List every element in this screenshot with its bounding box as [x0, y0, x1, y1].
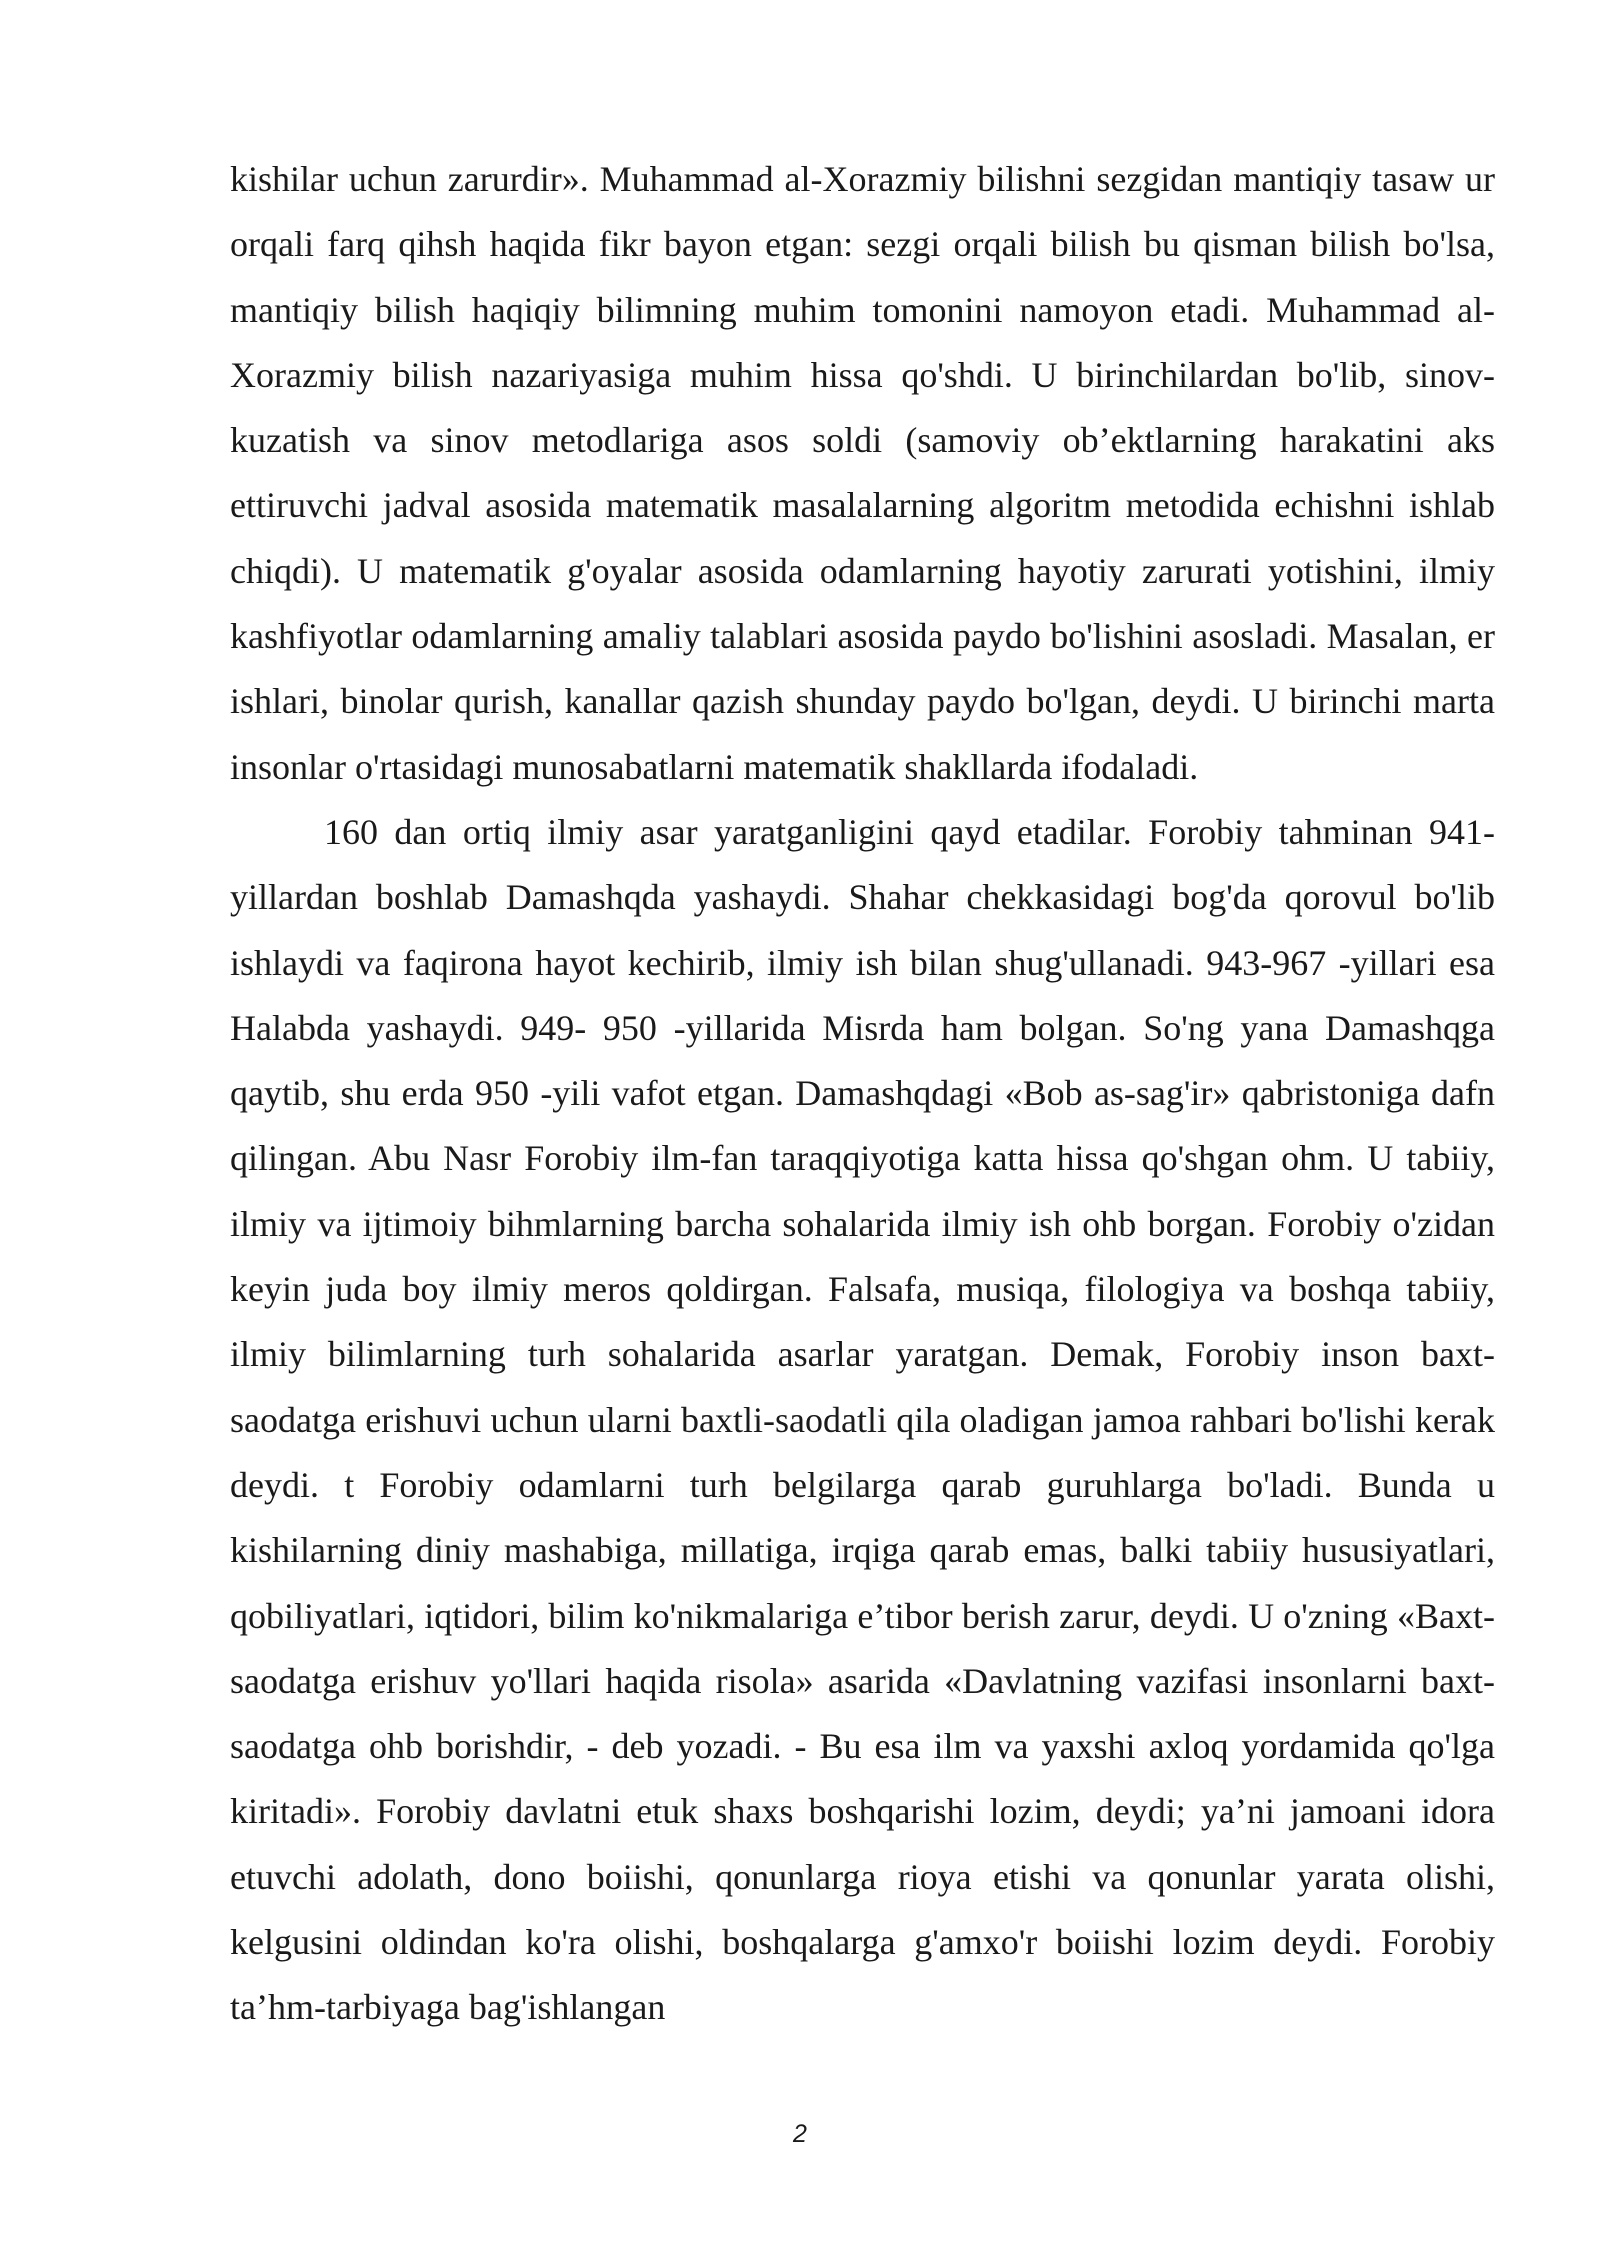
page-number: 2 — [793, 2120, 807, 2148]
paragraph-1: kishilar uchun zarurdir». Muhammad al-Xorazmiy bilishni sezgidan mantiqiy tasaw ur orqali farq qihsh haqida fikr bayon etgan: sezgi orqali bilish bu qisman bilish bo'lsa, mantiqiy bilish haqiqiy bilimning muhim tomonini namoyon etadi. Muhammad al-Xorazmiy bilish nazariyasiga muhim hissa qo'shdi. U birinchilardan bo'lib, sinov-kuzatish va sinov metodlariga asos soldi (samoviy ob’ektlarning harakatini aks ettiruvchi jadval asosida matematik masalalarning algoritm metodida echishni ishlab chiqdi). U matematik g'oyalar asosida odamlarning hayotiy zarurati yotishini, ilmiy kashfiyotlar odamlarning amaliy talablari asosida paydo bo'lishini asosladi. Masalan, er ishlari, binolar qurish, kanallar qazish shunday paydo bo'lgan, deydi. U birinchi marta insonlar o'rtasidagi munosabatlarni matematik shakllarda ifodaladi. — [230, 159, 1495, 787]
body-text — [230, 147, 1495, 2041]
paragraph-2: 160 dan ortiq ilmiy asar yaratganligini qayd etadilar. Forobiy tahminan 941-yillardan boshlab Damashqda yashaydi. Shahar chekkasidagi bog'da qorovul bo'lib ishlaydi va faqirona hayot kechirib, ilmiy ish bilan shug'ullanadi. 943-967 -yillari esa Halabda yashaydi. 949- 950 -yillarida Misrda ham bolgan. So'ng yana Damashqga qaytib, shu erda 950 -yili vafot etgan. Damashqdagi «Bob as-sag'ir» qabristoniga dafn qilingan. Abu Nasr Forobiy ilm-fan taraqqiyotiga katta hissa qo'shgan ohm. U tabiiy, ilmiy va ijtimoiy bihmlarning barcha sohalarida ilmiy ish ohb borgan. Forobiy o'zidan keyin juda boy ilmiy meros qoldirgan. Falsafa, musiqa, filologiya va boshqa tabiiy, ilmiy bilimlarning turh sohalarida asarlar yaratgan. Demak, Forobiy inson baxt- saodatga erishuvi uchun ularni baxtli-saodatli qila oladigan jamoa rahbari bo'lishi kerak deydi. t Forobiy odamlarni turh belgilarga qarab guruhlarga bo'ladi. Bunda u kishilarning diniy mashabiga, millatiga, irqiga qarab emas, balki tabiiy hususiyatlari, qobiliyatlari, iqtidori, bilim ko'nikmalariga e’tibor berish zarur, deydi. U o'zning «Baxt-saodatga erishuv yo'llari haqida risola» asarida «Davlatning vazifasi insonlarni baxt-saodatga ohb borishdir, - deb yozadi. - Bu esa ilm va yaxshi axloq yordamida qo'lga kiritadi». Forobiy davlatni etuk shaxs boshqarishi lozim, deydi; ya’ni jamoani idora etuvchi adolath, dono boiishi, qonunlarga rioya etishi va qonunlar yarata olishi, kelgusini oldindan ko'ra olishi, boshqalarga g'amxo'r boiishi lozim deydi. Forobiy ta’hm-tarbiyaga bag'ishlangan — [230, 811, 1495, 2028]
